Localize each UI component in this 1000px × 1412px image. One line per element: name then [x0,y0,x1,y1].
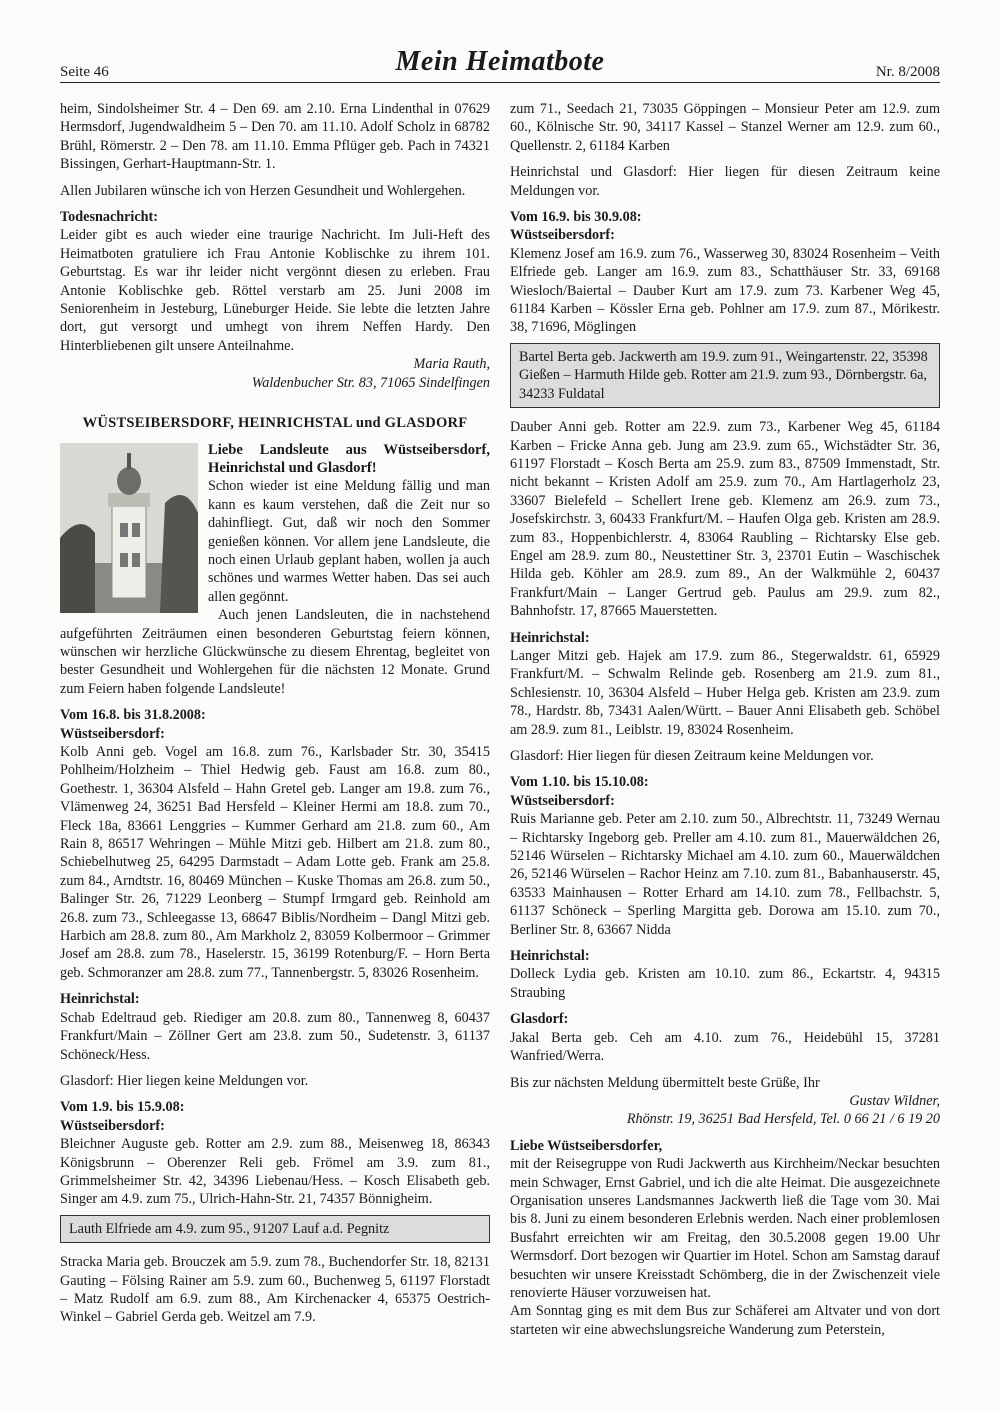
header-rule [60,82,940,83]
period-heading: Vom 1.10. bis 15.10.08: [510,774,649,791]
village-heading: Glasdorf: [510,1011,569,1028]
page-header [60,44,940,84]
birthday-list: Stracka Maria geb. Brouczek am 5.9. zum 78., Buchendorfer Str. 18, 82131 Gauting – Fölsing Rainer am 5.9. zum 60., Buchenweg 5, 61197 Florstadt – Matz Rudolf am 6.9. zum 88., Am Kirchenacker 4, 65375 Oestrich-Winkel – Gabriel Gerda geb. Weitzel am 7.9. [60,1254,490,1326]
birthday-list: Kolb Anni geb. Vogel am 16.8. zum 76., Karlsbader Str. 30, 35415 Pohlheim/Holzheim – Thiel Hedwig geb. Faust am 16.8. zum 80., Goethestr. 1, 36304 Alsfeld – Hahn Gretel geb. Langer am 19.8. zum 76., Vlämenweg 24, 36251 Bad Hersfeld – Kleiner Hermi am 18.8. zum 70., Fleck 18a, 83661 Lenggries – Kummer Gerhard am 21.8. zum 60., Am Rain 8, 86517 Wehringen – Mühle Mitzi geb. Hilbert am 21.8. zum 80., Schiebelhutweg 25, 64295 Darmstadt – Adam Lotte geb. Frank am 25.8. zum 84., Arndtstr. 16, 80469 München – Kuske Thomas am 26.8. zum 50., Balinger Str. 26, 71229 Leonberg – Stumpf Irmgard geb. Reinhold am 26.8. zum 73., Schleegasse 13, 68647 Biblis/Nordheim – Dangl Mitzi geb. Harbich am 28.8. zum 80., Am Markholz 2, 83059 Kolbermoor – Grimmer Josef am 28.8. zum 78., Haselerstr. 15, 36199 Rotenburg/F. – Horn Berta geb. Schmoranzer am 28.8. zum 77., Tannenbergstr. 5, 83026 Rosenheim. [60,744,490,981]
text-paragraph: heim, Sindolsheimer Str. 4 – Den 69. am 2.10. Erna Lindenthal in 07629 Hermsdorf, Jugendwaldheim 5 – Den 70. am 11.10. Adolf Scholz in 68782 Brühl, Römerstr. 2 – Den 78. am 11.10. Emma Pflüger geb. Pach in 74321 Bissingen, Gerhart-Hauptmann-Str. 1. [60,101,490,173]
section-heading: WÜSTSEIBERSDORF, HEINRICHSTAL und GLASDORF [82,415,468,432]
birthday-list: Klemenz Josef am 16.9. zum 76., Wasserweg 30, 83024 Rosenheim – Veith Elfriede geb. Langer am 16.9. zum 83., Schatthäuser Str. 33, 69168 Wiesloch/Baiertal – Dauber Kurt am 17.9. zum 73. Karbener Weg 45, 61184 Karben – Kössler Erna geb. Pohlner am 17.9. zum 87., Mörikestr. 38, 71696, Möglingen [510,245,940,336]
masthead-logo: Mein Heimatbote [395,46,605,77]
author-name: Maria Rauth, [413,356,490,373]
village-heading: Wüstseibersdorf: [60,725,165,742]
village-heading: Wüstseibersdorf: [60,1117,165,1134]
highlight-box: Lauth Elfriede am 4.9. zum 95., 91207 Lauf a.d. Pegnitz [60,1215,490,1243]
birthday-list: Bleichner Auguste geb. Rotter am 2.9. zum 88., Meisenweg 18, 86343 Königsbrunn – Oberenzer Reli geb. Frömel am 3.9. zum 81., Grimmelsheimer Str. 42, 34396 Liebenau/Hess. – Kosch Elisabeth geb. Singer am 4.9. zum 75., Ulrich-Hahn-Str. 21, 74357 Bönnigheim. [60,1136,490,1208]
church-photo [60,443,198,613]
text-paragraph: Allen Jubilaren wünsche ich von Herzen Gesundheit und Wohlergehen. [60,182,466,199]
author-address: Rhönstr. 19, 36251 Bad Hersfeld, Tel. 0 66 21 / 6 19 20 [626,1111,940,1128]
obituary-text: Leider gibt es auch wieder eine traurige Nachricht. Im Juli-Heft des Heimatboten gratuliere ich Frau Antonie Koblischke zu ihrem 101. Geburtstag. Es war ihr leider nicht vergönnt diesen zu erleben. Frau Antonie Koblischke geb. Röttel verstarb am 25. Juni 2008 im Seniorenheim in Jesteburg, Lüneburger Heide. Sie lebte die letzten Jahre dort, gut versorgt und umhegt von ihrem Neffen Hardy. Den Hinterbliebenen gilt unsere Anteilnahme. [60,227,490,354]
birthday-list: Langer Mitzi geb. Hajek am 17.9. zum 86., Stegerwaldstr. 61, 65929 Frankfurt/M. – Schwalm Relinde geb. Rosenberg am 21.9. zum 81., Schlesienstr. 10, 36304 Alsfeld – Huber Helga geb. Kristen am 23.9. zum 78., Hardstr. 8b, 73431 Aalen/Württ. – Bauer Anni Elisabeth geb. Schöbel am 28.9. zum 81., Leiblstr. 19, 83024 Rosenheim. [510,647,940,738]
birthday-list: Dolleck Lydia geb. Kristen am 10.10. zum 86., Eckartstr. 4, 94315 Straubing [510,966,940,1001]
period-heading: Vom 1.9. bis 15.9.08: [60,1099,185,1116]
birthday-list: Jakal Berta geb. Ceh am 4.10. zum 76., Heidebühl 15, 37281 Wanfried/Werra. [510,1029,940,1065]
intro-heading: Liebe Landsleute aus Wüstseibersdorf, Heinrichstal und Glasdorf! [208,441,490,476]
village-heading: Wüstseibersdorf: [510,792,615,809]
birthday-list: Schab Edeltraud geb. Riediger am 20.8. zum 80., Tannenweg 8, 60437 Frankfurt/Main – Zöllner Gert am 23.8. zum 50., Sudetenstr. 3, 61137 Schöneck/Hess. [60,1009,490,1063]
letter-text: mit der Reisegruppe von Rudi Jackwerth aus Kirchheim/Neckar besuchten mein Schwager, Ernst Gabriel, und ich die alte Heimat. Die ausgezeichnete Organisation unseres Landsmannes Jackwerth ließ die Tage vom 30. Mai bis 8. Juni zu einem besonderen Erlebnis werden. Nach einer problemlosen Busfahrt erreichten wir am Freitag, den 30.5.2008 gegen 19.00 Uhr Wermsdorf. Dort bezogen wir Quartier im Hotel. Schon am Samstag darauf besuchten wir unsere Kreisstadt Schömberg, die in der Zwischenzeit viele renovierte Häuser vorzuweisen hat. [510,1156,940,1301]
village-heading: Heinrichstal: [60,991,140,1008]
page-number: Seite 46 [60,64,109,80]
obituary-heading: Todesnachricht: [60,209,159,226]
issue-number: Nr. 8/2008 [875,64,940,80]
closing-text: Bis zur nächsten Meldung übermittelt beste Grüße, Ihr [510,1074,820,1091]
birthday-list: Dauber Anni geb. Rotter am 22.9. zum 73., Karbener Weg 45, 61184 Karben – Fricke Anna geb. Jung am 23.9. zum 65., Wichstädter Str. 36, 61197 Florstadt – Kosch Berta am 25.9. zum 83., 87509 Immenstadt, Str. nicht bekannt – Kristen Adolf am 25.9. zum 70., Am Hartlagerholz 23, 33607 Bielefeld – Schellert Irene geb. Klemenz am 26.9. zum 73., Josefskirchstr. 3, 60433 Frankfurt/M. – Haufen Olga geb. Kristen am 28.9. zum 83., Hoppenbichlerstr. 4, 83064 Raubling – Richtarsky Else geb. Engel am 28.9. zum 80., Neustettiner Str. 3, 23701 Eutin – Waschischek Hilda geb. Köhler am 28.9. zum 89., An der Walkmühle 2, 60437 Frankfurt/Main – Langer Gertrud geb. Paulus am 29.9. zum 82., Bahnhofstr. 17, 87665 Mauerstetten. [510,419,940,620]
no-reports-note: Heinrichstal und Glasdorf: Hier liegen für diesen Zeitraum keine Meldungen vor. [510,164,940,199]
intro-text-continued: Auch jenen Landsleuten, die in nachstehend aufgeführten Zeiträumen einen besonderen Geburtstag feiern können, wünschen wir herzliche Glückwünsche zu diesem Ehrentag, begleitet von bester Gesundheit und Wohlergehen für die nächsten 12 Monate. Grund zum Feiern haben folgende Landsleute! [60,607,490,697]
author-address: Waldenbucher Str. 83, 71065 Sindelfingen [251,374,490,391]
left-column [60,100,490,1335]
village-heading: Wüstseibersdorf: [510,227,615,244]
letter-text-continued: Am Sonntag ging es mit dem Bus zur Schäferei am Altvater und von dort starteten wir eine abwechslungsreiche Wanderung zum Peterstein, [510,1303,940,1338]
period-heading: Vom 16.9. bis 30.9.08: [510,209,642,226]
village-heading: Heinrichstal: [510,948,590,965]
intro-text: Schon wieder ist eine Meldung fällig und man kann es kaum verstehen, daß die Zeit nur so dahinfliegt. Gut, daß wir noch den Sommer genießen können. Vor allem jene Landsleute, die noch einen Urlaub geplant haben, wollen ja auch schönes und warmes Wetter haben. Das sei auch allen gegönnt. [208,478,490,605]
village-heading: Heinrichstal: [510,629,590,646]
letter-heading: Liebe Wüstseibersdorfer, [510,1137,663,1154]
birthday-list: Ruis Marianne geb. Peter am 2.10. zum 50., Albrechtstr. 11, 73249 Wernau – Richtarsky Ingeborg geb. Preller am 4.10. zum 81., Mauerwäldchen 26, 52146 Würselen – Richtarsky Michael am 4.10. zum 60., Mauerwäldchen 26, 52146 Würselen – Rachor Heinz am 7.10. zum 81., Babanhauserstr. 45, 63533 Mainhausen – Rotter Erhard am 14.10. zum 78., Fellbachstr. 5, 61137 Schöneck – Sperling Margitta geb. Dorowa am 15.10. zum 70., Berliner Str. 8, 63667 Nidda [510,811,940,938]
period-heading: Vom 16.8. bis 31.8.2008: [60,707,206,724]
right-column [510,100,940,1347]
highlight-box: Bartel Berta geb. Jackwerth am 19.9. zum 91., Weingartenstr. 22, 35398 Gießen – Harmuth Hilde geb. Rotter am 21.9. zum 93., Dörnbergstr. 6a, 34233 Fuldatal [510,343,940,408]
no-reports-note: Glasdorf: Hier liegen keine Meldungen vor. [60,1072,309,1089]
birthday-list: zum 71., Seedach 21, 73035 Göppingen – Monsieur Peter am 12.9. zum 60., Kölnische Str. 90, 34117 Kassel – Stanzel Werner am 12.9. zum 60., Quellenstr. 2, 61184 Karben [510,101,940,154]
no-reports-note: Glasdorf: Hier liegen für diesen Zeitraum keine Meldungen vor. [510,748,874,764]
author-name: Gustav Wildner, [849,1092,940,1109]
